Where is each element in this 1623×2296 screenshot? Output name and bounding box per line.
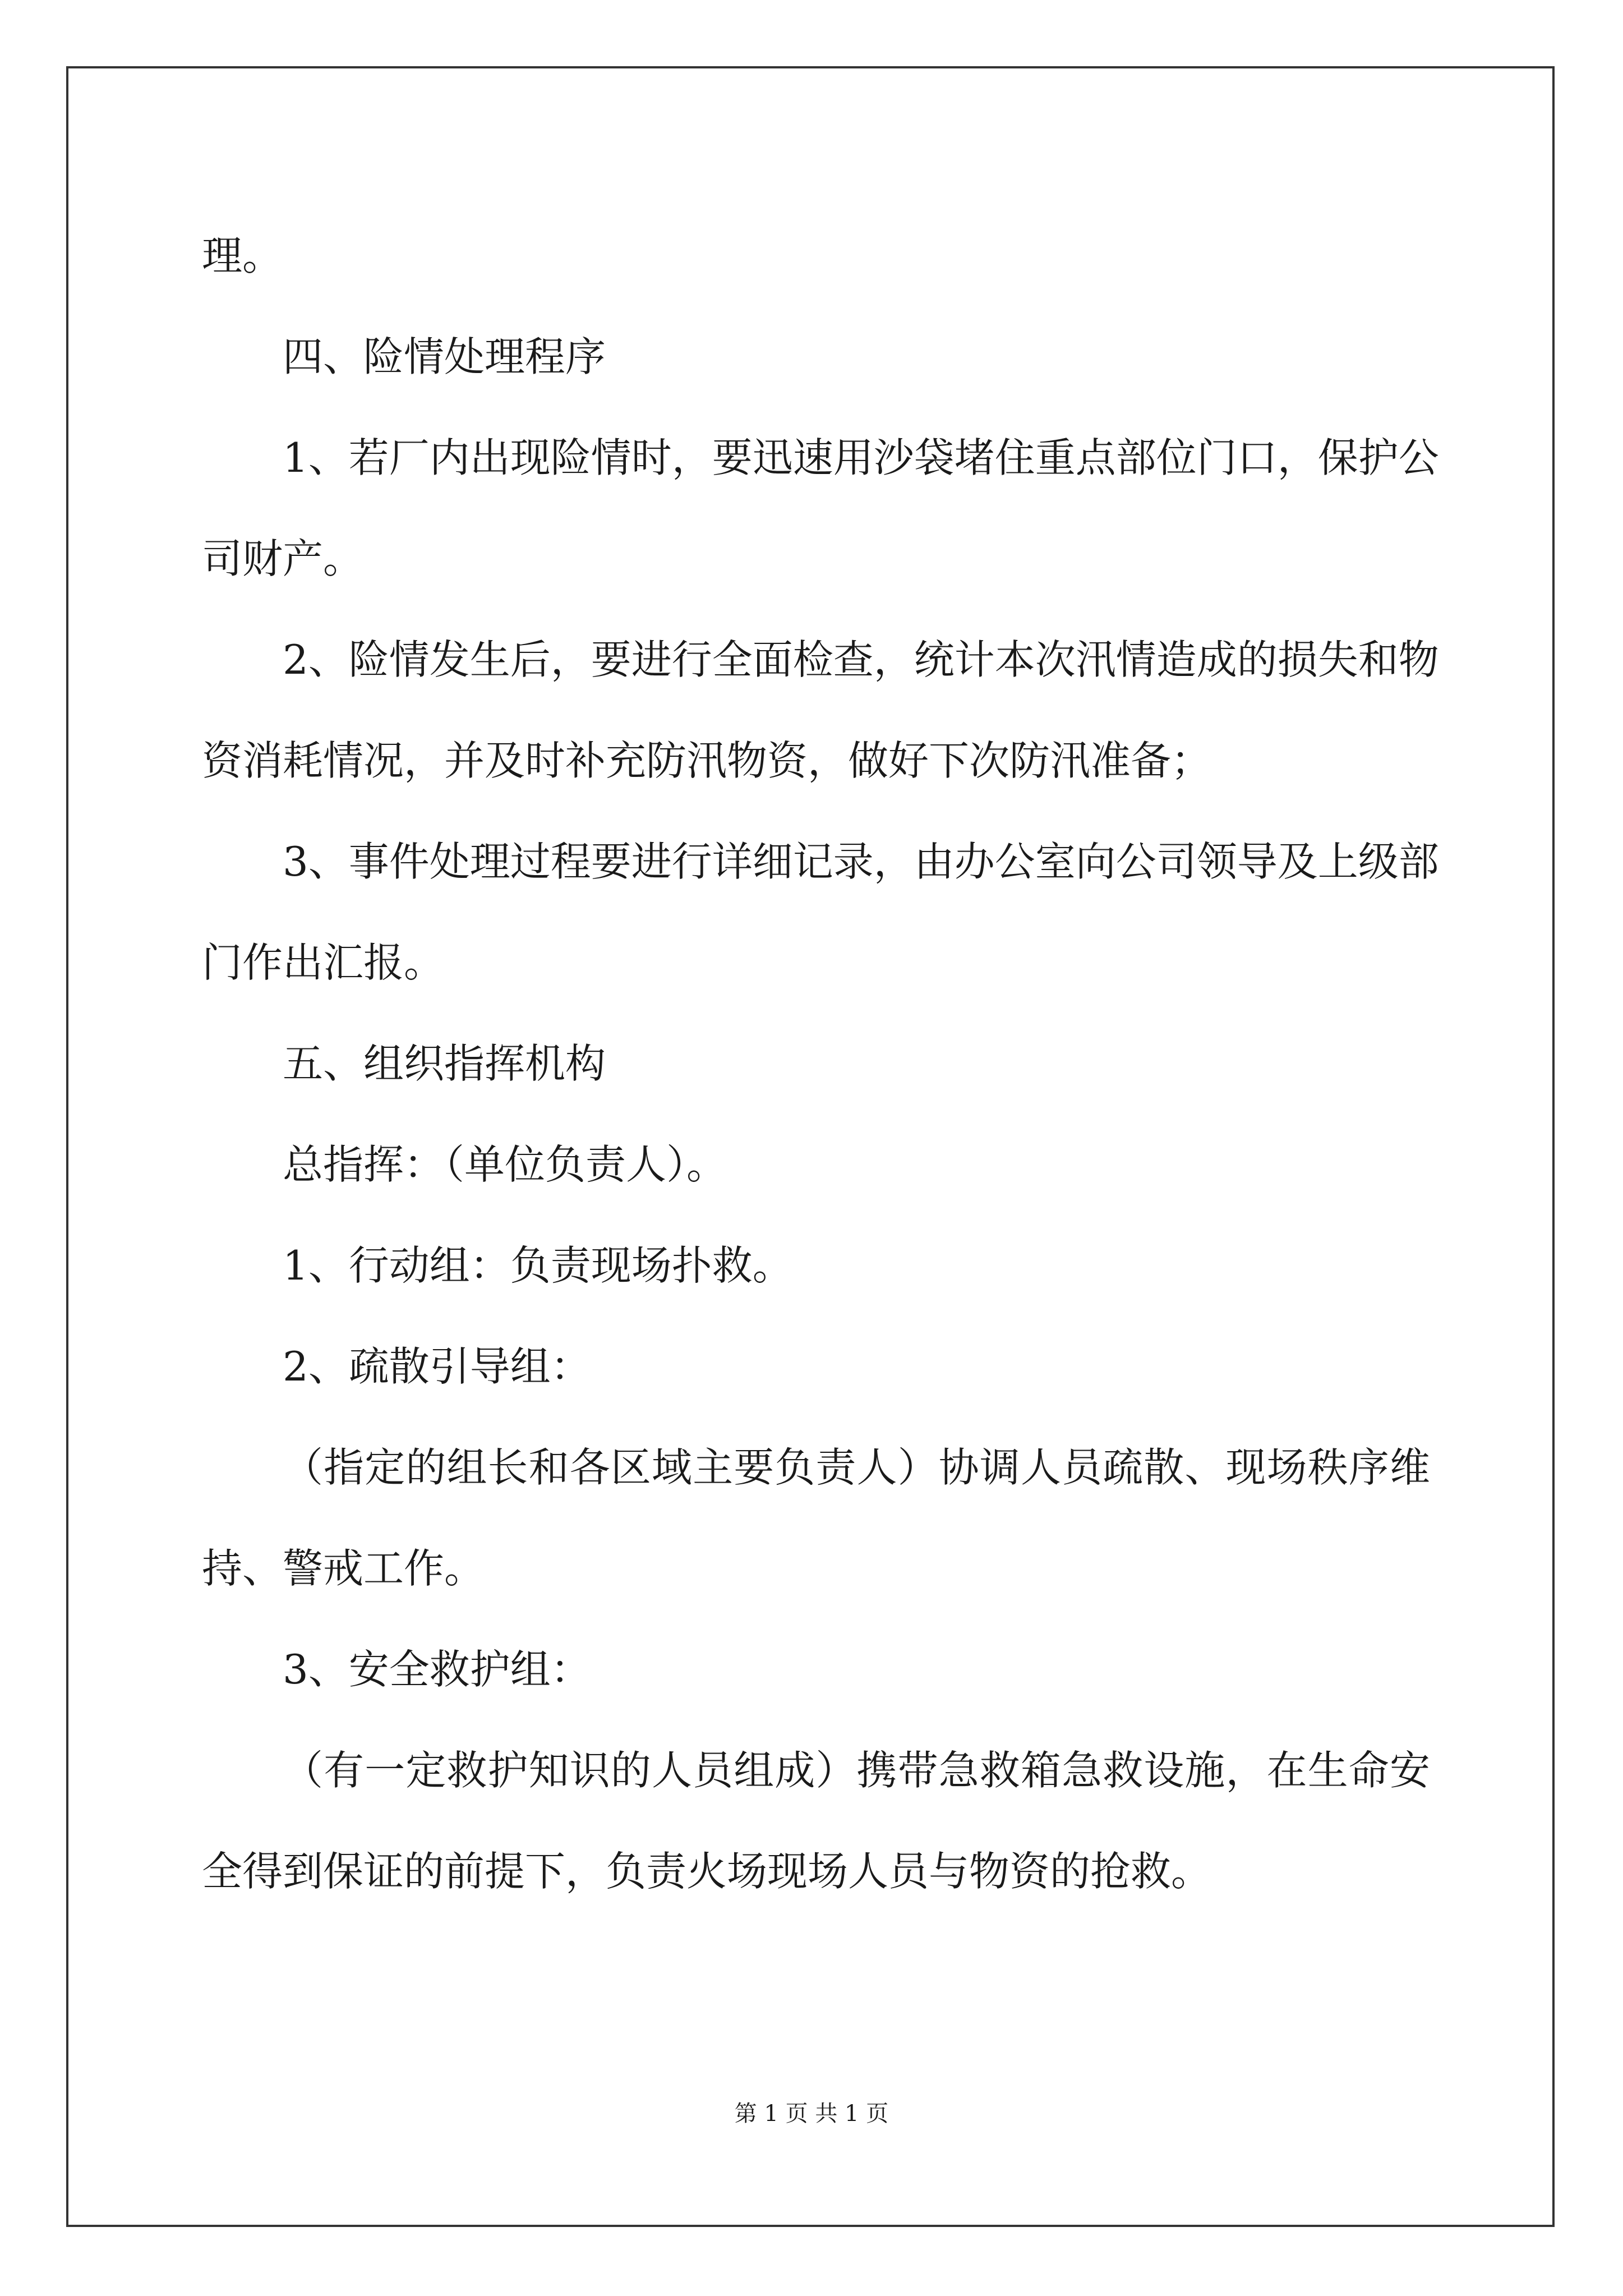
text-line: 1、行动组：负责现场扑救。 <box>283 1242 793 1289</box>
text-line: 门作出汇报。 <box>202 939 445 986</box>
text-line: 持、警戒工作。 <box>202 1545 485 1592</box>
text-line: 2、疏散引导组： <box>283 1343 591 1390</box>
section-heading: 五、组织指挥机构 <box>283 1040 606 1087</box>
text-line: 2、险情发生后，要进行全面检查，统计本次汛情造成的损失和物 <box>283 636 1439 683</box>
section-heading: 四、险情处理程序 <box>283 333 606 380</box>
text-line: 1、若厂内出现险情时，要迅速用沙袋堵住重点部位门口，保护公 <box>283 434 1439 481</box>
text-line: 全得到保证的前提下，负责火场现场人员与物资的抢救。 <box>202 1848 1212 1895</box>
text-line: 总指挥：（单位负责人）。 <box>283 1141 727 1188</box>
text-line: （指定的组长和各区域主要负责人）协调人员疏散、现场秩序维 <box>283 1444 1430 1491</box>
text-line: 资消耗情况，并及时补充防汛物资，做好下次防汛准备； <box>202 737 1212 784</box>
page-footer: 第 1 页 共 1 页 <box>734 2101 889 2127</box>
text-line: 司财产。 <box>202 535 364 582</box>
text-line: （有一定救护知识的人员组成）携带急救箱急救设施，在生命安 <box>283 1747 1430 1794</box>
text-line: 理。 <box>202 232 283 279</box>
text-line: 3、事件处理过程要进行详细记录，由办公室向公司领导及上级部 <box>283 838 1439 885</box>
text-line: 3、安全救护组： <box>283 1646 591 1693</box>
